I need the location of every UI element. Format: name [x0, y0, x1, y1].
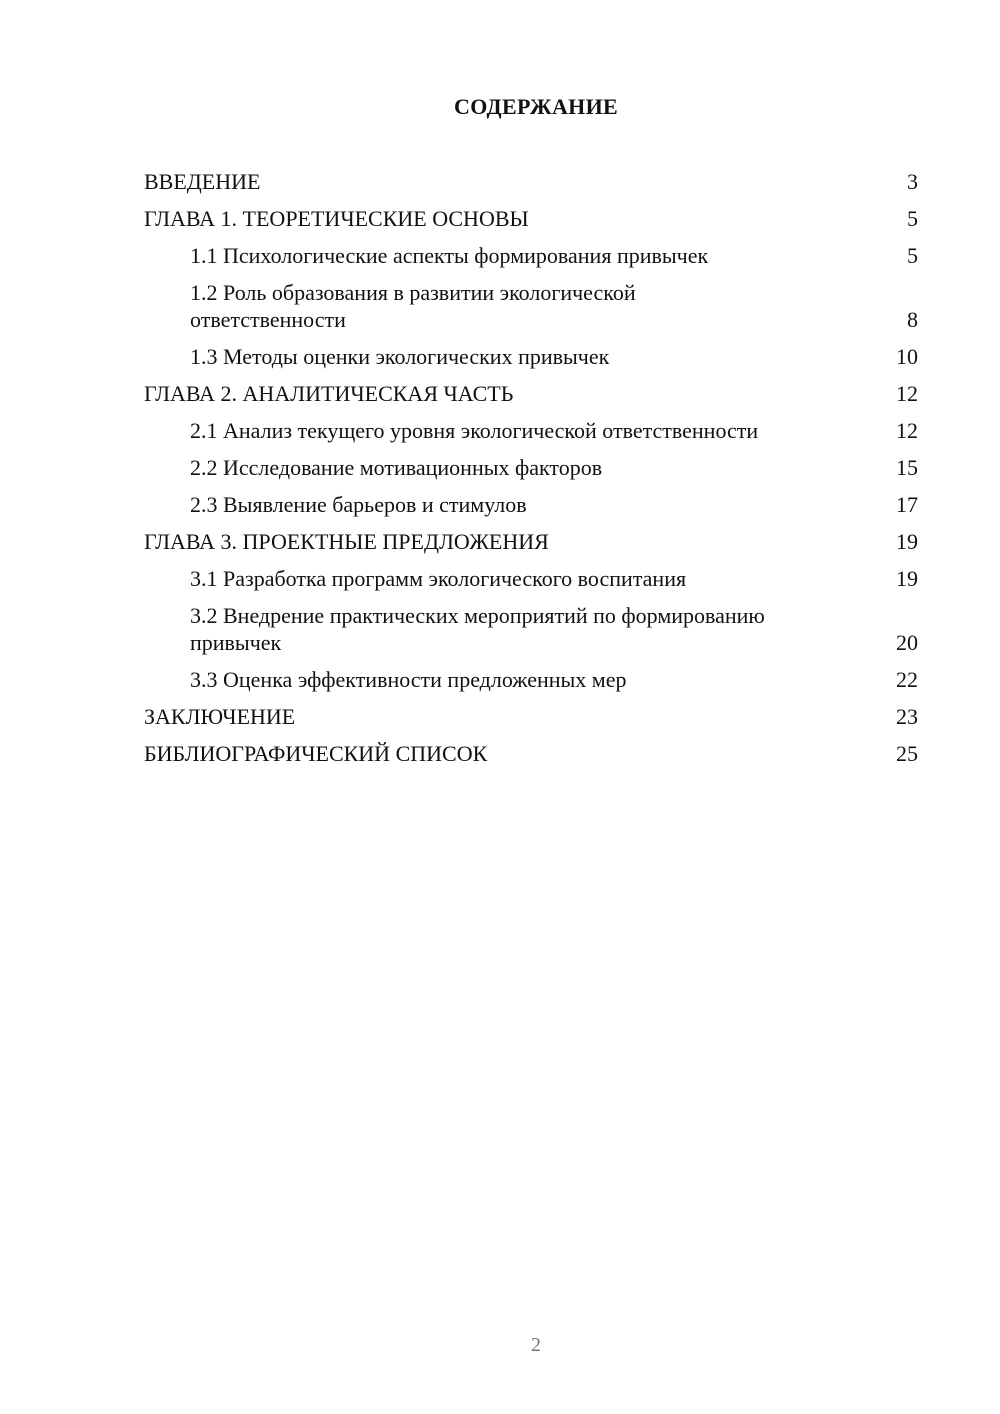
toc-entry-page: 17	[896, 492, 918, 517]
toc-entry-label: 1.2 Роль образования в развитии экологической ответственности	[190, 280, 636, 332]
toc-entry-section-3-1[interactable]	[144, 565, 918, 592]
toc-entry-chapter-2[interactable]	[144, 380, 918, 407]
toc-entry-page: 20	[896, 630, 918, 655]
toc-entry-page: 10	[896, 344, 918, 369]
toc-entry-chapter-3[interactable]	[144, 528, 918, 555]
toc-entry-conclusion[interactable]	[144, 703, 918, 730]
toc-entry-chapter-1[interactable]	[144, 205, 918, 232]
toc-entry-section-1-3[interactable]	[144, 343, 918, 370]
toc-entry-label: 2.2 Исследование мотивационных факторов	[190, 455, 603, 480]
toc-entry-section-2-1[interactable]	[144, 417, 918, 444]
toc-entry-page: 19	[896, 566, 918, 591]
toc-entry-label: ГЛАВА 2. АНАЛИТИЧЕСКАЯ ЧАСТЬ	[144, 381, 514, 406]
toc-entry-label: ГЛАВА 1. ТЕОРЕТИЧЕСКИЕ ОСНОВЫ	[144, 206, 529, 231]
toc-entry-section-2-3[interactable]	[144, 491, 918, 518]
toc-entry-page: 5	[907, 206, 918, 231]
toc-entry-section-1-1[interactable]	[144, 242, 918, 269]
toc-entry-bibliography[interactable]	[144, 740, 918, 767]
toc-entry-label: 3.3 Оценка эффективности предложенных мер	[190, 667, 627, 692]
toc-entry-label: ГЛАВА 3. ПРОЕКТНЫЕ ПРЕДЛОЖЕНИЯ	[144, 529, 549, 554]
toc-entry-label: ВВЕДЕНИЕ	[144, 169, 261, 194]
toc-entry-page: 8	[907, 307, 918, 332]
toc-entry-page: 25	[896, 741, 918, 766]
toc-entry-section-2-2[interactable]	[144, 454, 918, 481]
toc-entry-page: 12	[896, 418, 918, 443]
toc-entry-section-3-2[interactable]	[144, 602, 918, 656]
toc-entry-page: 3	[907, 169, 918, 194]
toc-entry-page: 12	[896, 381, 918, 406]
toc-entry-label: ЗАКЛЮЧЕНИЕ	[144, 704, 296, 729]
page-number: 2	[531, 1334, 541, 1356]
toc-entry-label: 3.2 Внедрение практических мероприятий по формированию привычек	[190, 603, 765, 655]
toc-entry-section-3-3[interactable]	[144, 666, 918, 693]
toc-entry-page: 19	[896, 529, 918, 554]
toc-entry-label: БИБЛИОГРАФИЧЕСКИЙ СПИСОК	[144, 741, 488, 766]
toc-entry-label: 1.3 Методы оценки экологических привычек	[190, 344, 610, 369]
toc-entry-label: 3.1 Разработка программ экологического воспитания	[190, 566, 687, 591]
toc-entry-label: 2.3 Выявление барьеров и стимулов	[190, 492, 527, 517]
table-of-contents	[144, 168, 918, 777]
toc-entry-label: 1.1 Психологические аспекты формирования привычек	[190, 243, 709, 268]
toc-entry-page: 5	[907, 243, 918, 268]
toc-entry-page: 23	[896, 704, 918, 729]
toc-entry-page: 15	[896, 455, 918, 480]
toc-entry-page: 22	[896, 667, 918, 692]
page-title: СОДЕРЖАНИЕ	[454, 94, 618, 119]
toc-entry-introduction[interactable]	[144, 168, 918, 195]
toc-entry-label: 2.1 Анализ текущего уровня экологической ответственности	[190, 418, 759, 443]
toc-entry-section-1-2[interactable]	[144, 279, 918, 333]
